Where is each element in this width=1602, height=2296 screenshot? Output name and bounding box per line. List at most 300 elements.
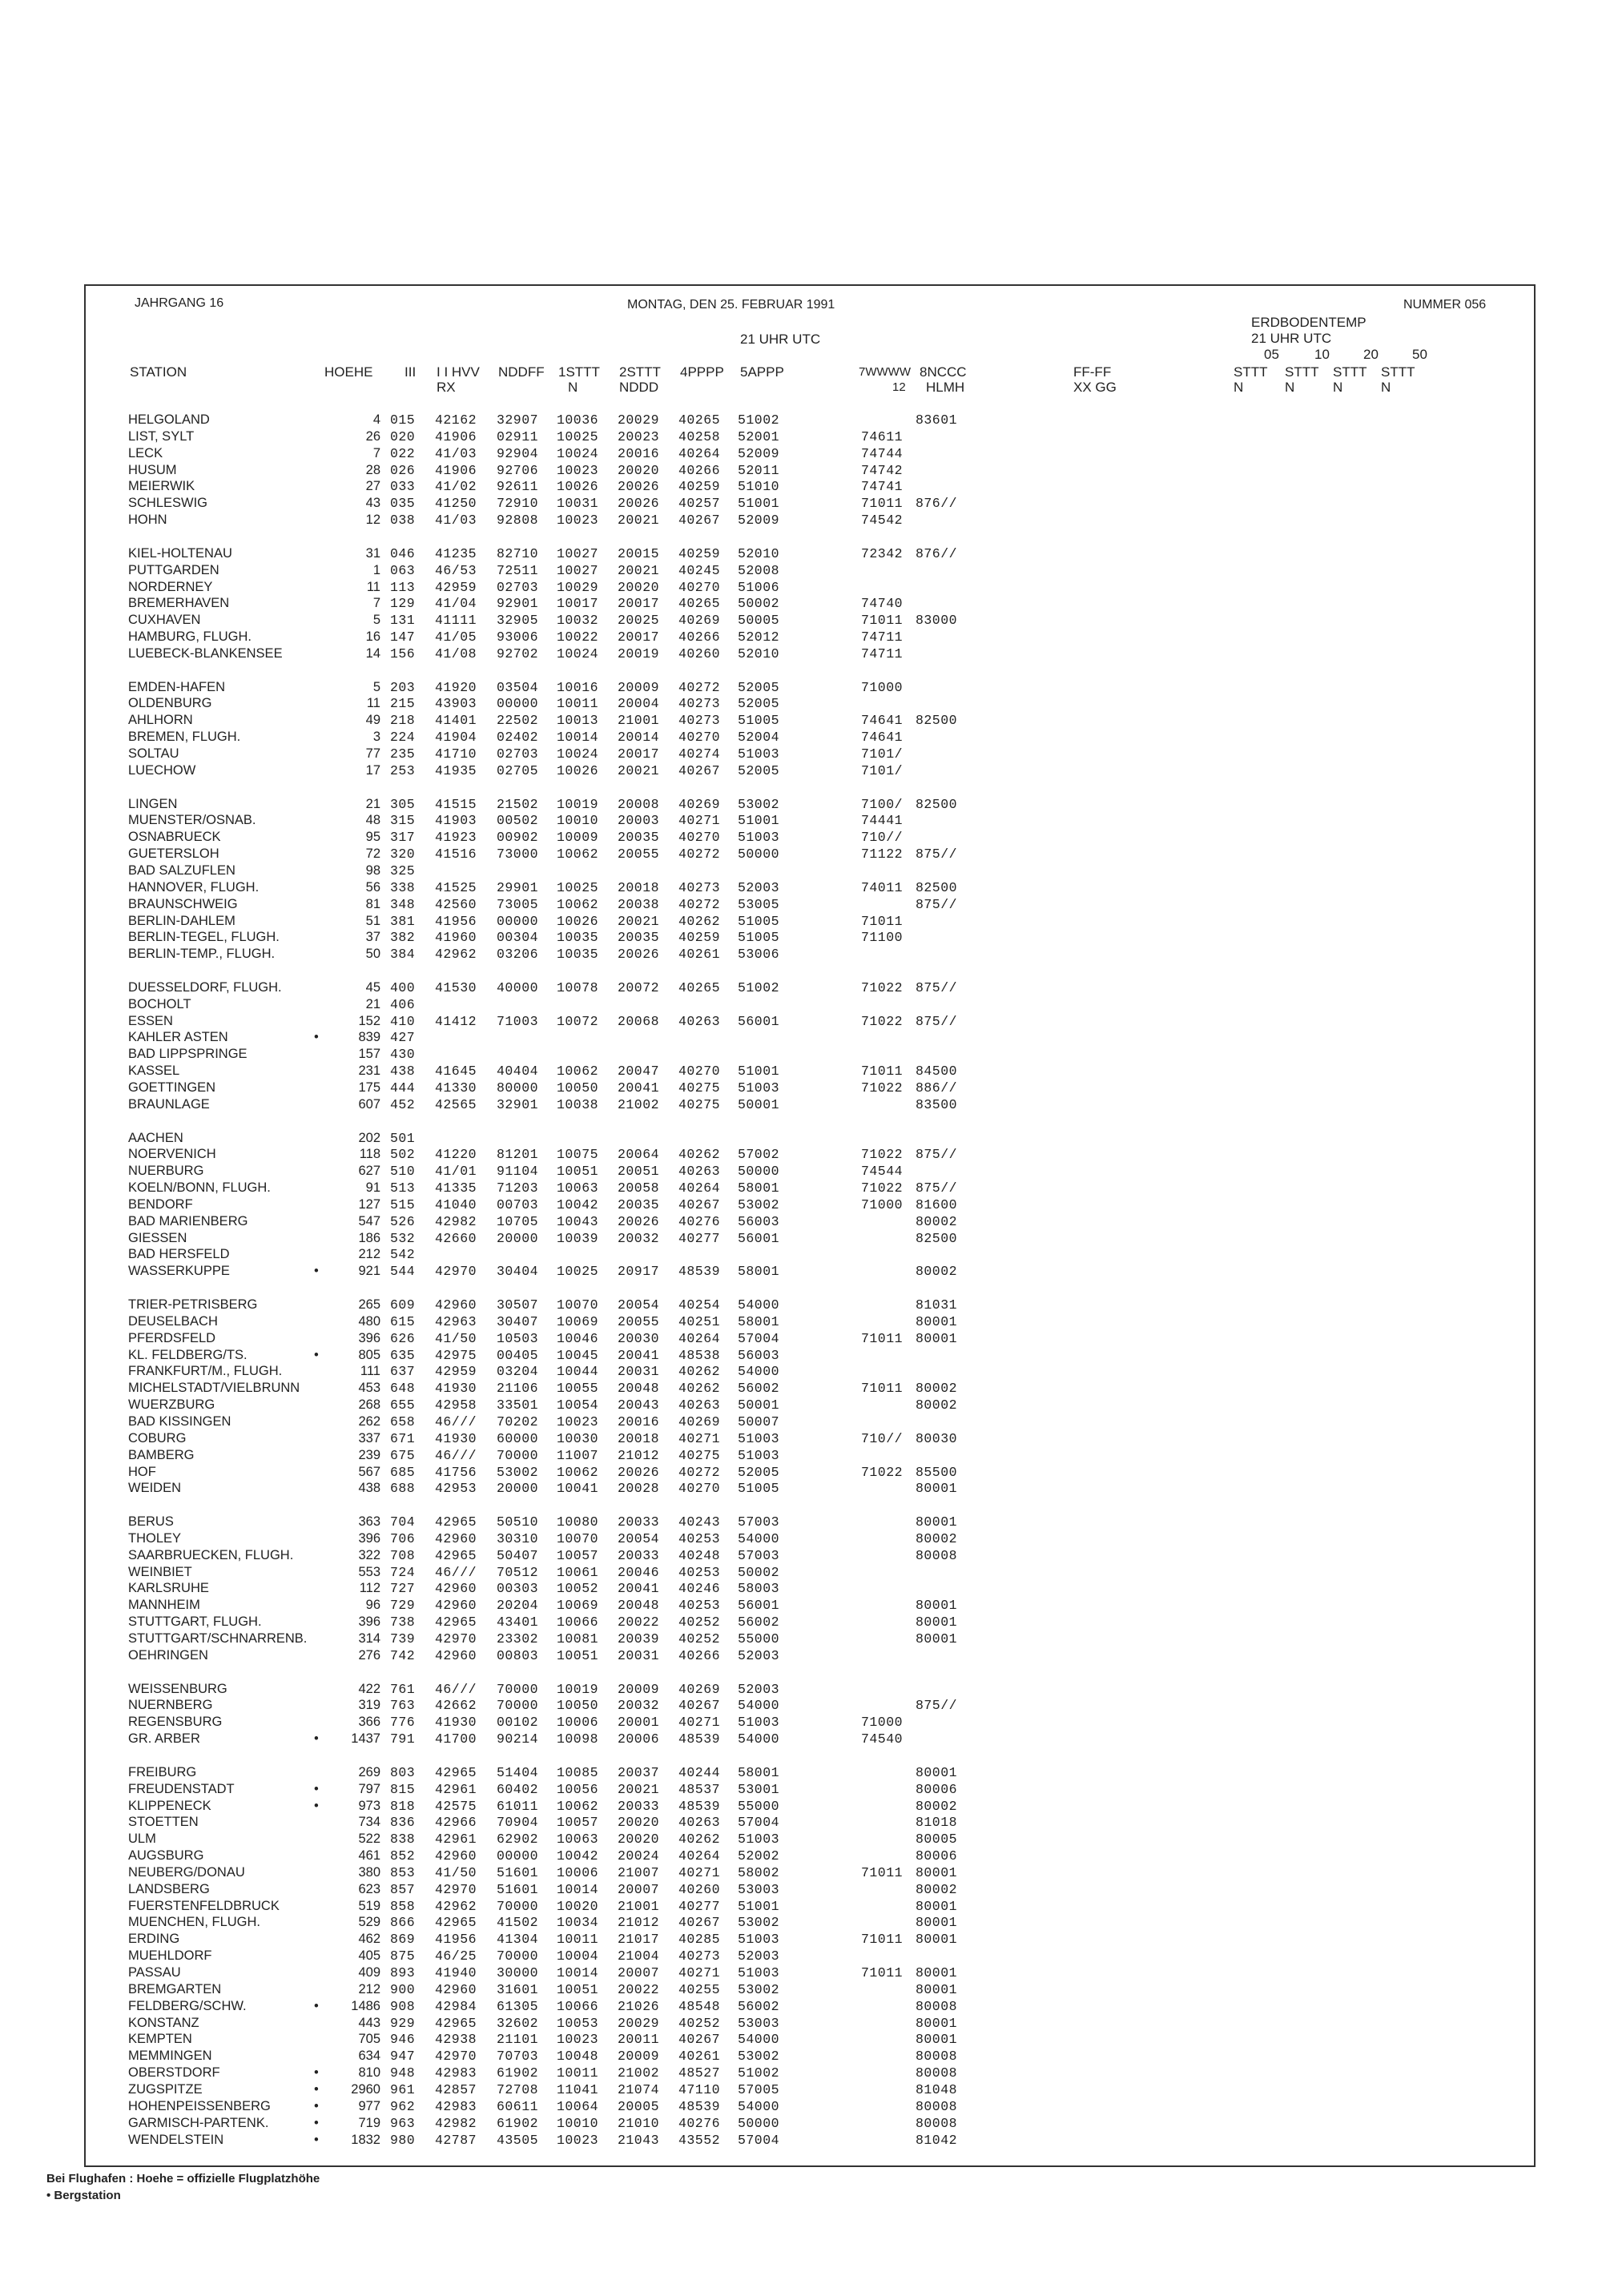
synop-group-2: 73000 (497, 846, 539, 862)
synop-group-1: 41/03 (435, 446, 477, 461)
synop-group-8: 875// (916, 897, 958, 912)
station-height: 1486 (351, 1999, 380, 2013)
station-height: 212 (358, 1982, 380, 1996)
synop-group-8: 875// (916, 846, 958, 862)
synop-group-6: 51005 (738, 930, 780, 945)
synop-group-5: 48539 (678, 1731, 721, 1747)
synop-group-1: 42961 (435, 1782, 477, 1797)
synop-group-6: 53002 (738, 1982, 780, 1997)
synop-group-6: 52010 (738, 646, 780, 661)
station-index: 038 (390, 513, 416, 528)
synop-group-7: 71000 (861, 680, 904, 695)
station-index: 626 (390, 1331, 416, 1346)
station-index: 544 (390, 1264, 416, 1279)
synop-group-5: 48539 (678, 1264, 721, 1279)
station-name: COBURG (128, 1431, 187, 1446)
station-height: 239 (358, 1448, 380, 1462)
synop-group-3: 10046 (557, 1331, 599, 1346)
station-index: 253 (390, 763, 416, 778)
station-height: 49 (365, 713, 380, 727)
station-height: 21 (365, 797, 380, 811)
station-name: KIEL-HOLTENAU (128, 546, 232, 561)
synop-group-5: 40244 (678, 1765, 721, 1780)
synop-group-5: 40252 (678, 1631, 721, 1647)
synop-group-3: 10014 (557, 730, 599, 745)
synop-group-6: 51003 (738, 1080, 780, 1096)
synop-group-3: 10061 (557, 1565, 599, 1580)
station-index: 963 (390, 2116, 416, 2131)
synop-group-6: 52003 (738, 1948, 780, 1964)
synop-group-2: 30407 (497, 1314, 539, 1329)
synop-group-3: 10010 (557, 2116, 599, 2131)
synop-group-7: 71011 (861, 1965, 904, 1980)
synop-group-3: 10026 (557, 763, 599, 778)
station-height: 5 (372, 613, 380, 627)
synop-group-4: 20035 (618, 930, 660, 945)
synop-group-6: 51001 (738, 1899, 780, 1914)
mountain-station-marker: • (314, 2099, 319, 2113)
synop-group-1: 41960 (435, 930, 477, 945)
synop-group-1: 41906 (435, 463, 477, 478)
synop-group-8: 80001 (916, 1932, 958, 1947)
synop-group-1: 42984 (435, 1999, 477, 2014)
station-height: 322 (358, 1548, 380, 1562)
station-name: WEINBIET (128, 1565, 192, 1579)
station-name: BERLIN-TEMP., FLUGH. (128, 947, 276, 961)
depth-20: 20 (1363, 347, 1379, 362)
station-index: 724 (390, 1565, 416, 1580)
synop-group-8: 80008 (916, 2049, 958, 2064)
synop-group-6: 51002 (738, 980, 780, 995)
synop-group-1: 42960 (435, 1982, 477, 1997)
synop-group-8: 81031 (916, 1297, 958, 1313)
synop-group-6: 52008 (738, 563, 780, 578)
synop-group-4: 20051 (618, 1164, 660, 1179)
synop-group-4: 20020 (618, 1815, 660, 1830)
synop-group-3: 10036 (557, 412, 599, 428)
synop-group-2: 50407 (497, 1548, 539, 1563)
station-name: KLIPPENECK (128, 1799, 211, 1813)
synop-group-8: 80006 (916, 1848, 958, 1864)
station-height: 396 (358, 1614, 380, 1629)
synop-group-4: 21010 (618, 2116, 660, 2131)
synop-group-4: 20022 (618, 1614, 660, 1630)
bulletin-frame (84, 284, 1536, 2167)
synop-group-6: 51005 (738, 1481, 780, 1496)
synop-group-2: 92808 (497, 513, 539, 528)
synop-group-1: 42970 (435, 2049, 477, 2064)
station-name: NUERBURG (128, 1164, 204, 1178)
synop-group-2: 02703 (497, 746, 539, 762)
synop-group-4: 20029 (618, 2016, 660, 2031)
synop-group-1: 42959 (435, 1364, 477, 1379)
synop-group-4: 20033 (618, 1514, 660, 1530)
synop-group-4: 20017 (618, 596, 660, 611)
synop-group-4: 20037 (618, 1765, 660, 1780)
station-name: MUENSTER/OSNAB. (128, 813, 256, 827)
station-height: 77 (365, 746, 380, 761)
synop-group-4: 20043 (618, 1397, 660, 1413)
synop-group-2: 51404 (497, 1765, 539, 1780)
time-21-utc: 21 UHR UTC (740, 332, 821, 347)
synop-group-8: 82500 (916, 797, 958, 812)
station-name: MANNHEIM (128, 1598, 200, 1612)
synop-group-2: 33501 (497, 1397, 539, 1413)
synop-group-8: 83000 (916, 613, 958, 628)
col-c6: 5APPP (740, 364, 784, 380)
synop-group-6: 52012 (738, 629, 780, 645)
synop-group-2: 00902 (497, 830, 539, 845)
synop-group-6: 57002 (738, 1147, 780, 1162)
synop-group-4: 20017 (618, 746, 660, 762)
synop-group-2: 20000 (497, 1481, 539, 1496)
synop-group-3: 10032 (557, 613, 599, 628)
synop-group-8: 81018 (916, 1815, 958, 1830)
synop-group-8: 886// (916, 1080, 958, 1096)
synop-group-5: 40273 (678, 696, 721, 711)
synop-group-7: 71011 (861, 1381, 904, 1396)
station-index: 980 (390, 2133, 416, 2148)
station-height: 7 (372, 446, 380, 460)
synop-group-3: 10029 (557, 580, 599, 595)
synop-group-5: 40271 (678, 1431, 721, 1446)
synop-group-1: 41940 (435, 1965, 477, 1980)
synop-group-7: 71022 (861, 1465, 904, 1480)
synop-group-8: 80001 (916, 1598, 958, 1613)
station-name: FELDBERG/SCHW. (128, 1999, 247, 2013)
synop-group-1: 41930 (435, 1381, 477, 1396)
synop-group-5: 40262 (678, 1832, 721, 1847)
synop-group-1: 42965 (435, 1765, 477, 1780)
station-height: 265 (358, 1297, 380, 1312)
synop-group-4: 20047 (618, 1064, 660, 1079)
synop-group-5: 40263 (678, 1815, 721, 1830)
synop-group-4: 21007 (618, 1865, 660, 1880)
synop-group-2: 93006 (497, 629, 539, 645)
station-name: LUECHOW (128, 763, 196, 778)
station-height: 51 (365, 914, 380, 928)
synop-group-5: 40264 (678, 1331, 721, 1346)
synop-group-4: 20032 (618, 1698, 660, 1713)
synop-group-2: 00000 (497, 1848, 539, 1864)
synop-group-8: 875// (916, 1147, 958, 1162)
synop-group-6: 52009 (738, 446, 780, 461)
synop-group-4: 20033 (618, 1548, 660, 1563)
station-index: 729 (390, 1598, 416, 1613)
synop-group-2: 92904 (497, 446, 539, 461)
station-height: 175 (358, 1080, 380, 1095)
station-index: 022 (390, 446, 416, 461)
station-index: 438 (390, 1064, 416, 1079)
station-height: 1437 (351, 1731, 380, 1746)
station-index: 382 (390, 930, 416, 945)
synop-group-2: 23302 (497, 1631, 539, 1647)
synop-group-7: 71022 (861, 1180, 904, 1196)
synop-group-5: 48548 (678, 1999, 721, 2014)
synop-group-4: 20020 (618, 580, 660, 595)
synop-group-3: 10023 (557, 2032, 599, 2047)
synop-group-2: 32905 (497, 613, 539, 628)
station-index: 325 (390, 863, 416, 879)
synop-group-6: 54000 (738, 1698, 780, 1713)
station-name: OSNABRUECK (128, 830, 221, 844)
erdboden-title: ERDBODENTEMP (1251, 315, 1367, 330)
col-soil-05: STTT N (1234, 364, 1268, 395)
synop-group-8: 80002 (916, 1381, 958, 1396)
synop-group-5: 40251 (678, 1314, 721, 1329)
synop-group-2: 30507 (497, 1297, 539, 1313)
station-height: 157 (358, 1047, 380, 1061)
station-name: HOF (128, 1465, 156, 1479)
synop-group-6: 50000 (738, 2116, 780, 2131)
station-index: 035 (390, 496, 416, 511)
synop-group-2: 00405 (497, 1348, 539, 1363)
synop-group-6: 51003 (738, 1448, 780, 1463)
synop-group-7: 74542 (861, 513, 904, 528)
synop-group-3: 10023 (557, 1414, 599, 1429)
station-index: 510 (390, 1164, 416, 1179)
synop-group-1: 42938 (435, 2032, 477, 2047)
col-c4: 2STTT NDDD (619, 364, 661, 395)
station-name: KOELN/BONN, FLUGH. (128, 1180, 271, 1195)
synop-group-4: 20021 (618, 563, 660, 578)
synop-group-3: 10038 (557, 1097, 599, 1112)
station-height: 422 (358, 1682, 380, 1696)
station-height: 26 (365, 429, 380, 444)
synop-group-2: 02705 (497, 763, 539, 778)
synop-group-3: 10066 (557, 1999, 599, 2014)
synop-group-1: 41906 (435, 429, 477, 444)
synop-group-6: 51003 (738, 830, 780, 845)
synop-group-2: 03204 (497, 1364, 539, 1379)
synop-group-7: 7100/ (861, 797, 904, 812)
synop-group-6: 53002 (738, 1197, 780, 1212)
station-name: DEUSELBACH (128, 1314, 218, 1329)
synop-group-2: 30404 (497, 1264, 539, 1279)
synop-group-6: 52009 (738, 513, 780, 528)
synop-group-5: 40277 (678, 1231, 721, 1246)
station-height: 16 (365, 629, 380, 644)
synop-group-5: 40273 (678, 713, 721, 728)
station-name: NORDERNEY (128, 580, 213, 594)
station-height: 11 (366, 696, 380, 710)
synop-group-4: 20026 (618, 479, 660, 494)
station-index: 929 (390, 2016, 416, 2031)
station-index: 113 (390, 580, 416, 595)
synop-group-2: 10503 (497, 1331, 539, 1346)
synop-group-3: 10050 (557, 1080, 599, 1096)
station-height: 529 (358, 1915, 380, 1929)
synop-group-5: 40243 (678, 1514, 721, 1530)
synop-group-7: 71011 (861, 914, 904, 929)
synop-group-4: 21004 (618, 1948, 660, 1964)
jahrgang-label: JAHRGANG 16 (135, 296, 224, 310)
station-name: WASSERKUPPE (128, 1264, 230, 1278)
synop-group-1: 42958 (435, 1397, 477, 1413)
synop-group-5: 40272 (678, 846, 721, 862)
station-index: 502 (390, 1147, 416, 1162)
synop-group-5: 40253 (678, 1531, 721, 1546)
synop-group-1: 41412 (435, 1014, 477, 1029)
synop-group-4: 21012 (618, 1448, 660, 1463)
station-height: 127 (358, 1197, 380, 1212)
station-height: 396 (358, 1331, 380, 1345)
station-name: STOETTEN (128, 1815, 199, 1829)
synop-group-1: 41516 (435, 846, 477, 862)
synop-group-6: 52005 (738, 763, 780, 778)
footnote-mountain: • Bergstation (46, 2189, 121, 2202)
station-index: 203 (390, 680, 416, 695)
synop-group-6: 51005 (738, 713, 780, 728)
synop-group-4: 21001 (618, 1899, 660, 1914)
synop-group-7: 71022 (861, 1147, 904, 1162)
synop-group-6: 53003 (738, 1882, 780, 1897)
synop-group-5: 40265 (678, 980, 721, 995)
synop-group-7: 7101/ (861, 763, 904, 778)
station-index: 763 (390, 1698, 416, 1713)
synop-group-6: 58001 (738, 1264, 780, 1279)
synop-group-2: 00102 (497, 1715, 539, 1730)
synop-group-1: 42560 (435, 897, 477, 912)
synop-group-1: 42960 (435, 1848, 477, 1864)
station-name: GUETERSLOH (128, 846, 219, 861)
synop-group-6: 51003 (738, 1431, 780, 1446)
synop-group-1: 41040 (435, 1197, 477, 1212)
station-index: 615 (390, 1314, 416, 1329)
station-name: FREIBURG (128, 1765, 197, 1779)
synop-group-4: 20033 (618, 1799, 660, 1814)
synop-group-4: 20041 (618, 1348, 660, 1363)
station-name: ULM (128, 1832, 156, 1846)
station-height: 319 (358, 1698, 380, 1712)
synop-group-1: 46/25 (435, 1948, 477, 1964)
station-index: 900 (390, 1982, 416, 1997)
synop-group-6: 51006 (738, 580, 780, 595)
col-c1: I I HVV RX (437, 364, 480, 395)
station-name: HOHENPEISSENBERG (128, 2099, 271, 2113)
synop-group-4: 21026 (618, 1999, 660, 2014)
synop-group-4: 20917 (618, 1264, 660, 1279)
synop-group-4: 20003 (618, 813, 660, 828)
station-name: BAD LIPPSPRINGE (128, 1047, 248, 1061)
station-index: 430 (390, 1047, 416, 1062)
station-name: NOERVENICH (128, 1147, 216, 1161)
synop-group-6: 50000 (738, 846, 780, 862)
synop-group-6: 56002 (738, 1381, 780, 1396)
synop-group-4: 20020 (618, 463, 660, 478)
footnotes (46, 2170, 320, 2204)
synop-group-6: 51010 (738, 479, 780, 494)
synop-group-6: 52003 (738, 1682, 780, 1697)
station-index: 648 (390, 1381, 416, 1396)
synop-group-1: 42959 (435, 580, 477, 595)
synop-group-8: 80030 (916, 1431, 958, 1446)
synop-group-3: 10023 (557, 463, 599, 478)
synop-group-3: 10057 (557, 1548, 599, 1563)
synop-group-6: 54000 (738, 2099, 780, 2114)
station-height: 12 (365, 513, 380, 527)
synop-group-8: 80008 (916, 2065, 958, 2081)
station-name: MUENCHEN, FLUGH. (128, 1915, 261, 1929)
station-index: 908 (390, 1999, 416, 2014)
station-height: 337 (358, 1431, 380, 1446)
station-name: MEMMINGEN (128, 2049, 212, 2063)
synop-group-3: 10009 (557, 830, 599, 845)
synop-group-4: 20035 (618, 1197, 660, 1212)
synop-group-1: 42962 (435, 1899, 477, 1914)
synop-group-2: 00000 (497, 914, 539, 929)
synop-group-2: 70512 (497, 1565, 539, 1580)
synop-group-4: 20039 (618, 1631, 660, 1647)
synop-group-8: 80001 (916, 1915, 958, 1930)
synop-group-2: 70703 (497, 2049, 539, 2064)
synop-group-5: 40255 (678, 1982, 721, 1997)
synop-group-1: 42975 (435, 1348, 477, 1363)
synop-group-1: 41/04 (435, 596, 477, 611)
synop-group-2: 91104 (497, 1164, 539, 1179)
synop-group-1: 42960 (435, 1297, 477, 1313)
synop-group-2: 50510 (497, 1514, 539, 1530)
station-name: FREUDENSTADT (128, 1782, 235, 1796)
synop-group-3: 11041 (557, 2082, 599, 2097)
synop-group-2: 31601 (497, 1982, 539, 1997)
synop-group-3: 10024 (557, 746, 599, 762)
station-name: BOCHOLT (128, 997, 191, 1011)
synop-group-8: 80001 (916, 1965, 958, 1980)
synop-group-4: 20023 (618, 429, 660, 444)
station-height: 363 (358, 1514, 380, 1529)
synop-group-2: 92702 (497, 646, 539, 661)
synop-group-4: 21043 (618, 2133, 660, 2148)
synop-group-3: 10081 (557, 1631, 599, 1647)
synop-group-4: 20030 (618, 1331, 660, 1346)
station-height: 28 (365, 463, 380, 477)
station-name: KONSTANZ (128, 2016, 199, 2030)
station-index: 727 (390, 1581, 416, 1596)
synop-group-4: 20018 (618, 1431, 660, 1446)
synop-group-1: 41930 (435, 1715, 477, 1730)
synop-group-5: 40267 (678, 513, 721, 528)
depth-10: 10 (1314, 347, 1330, 362)
synop-group-2: 61011 (497, 1799, 539, 1814)
synop-group-6: 53002 (738, 2049, 780, 2064)
station-index: 947 (390, 2049, 416, 2064)
synop-group-8: 80008 (916, 1548, 958, 1563)
station-height: 480 (358, 1314, 380, 1329)
station-name: KAHLER ASTEN (128, 1030, 228, 1044)
synop-group-4: 21001 (618, 713, 660, 728)
synop-group-6: 52011 (738, 463, 780, 478)
synop-group-2: 22502 (497, 713, 539, 728)
synop-group-4: 20020 (618, 1832, 660, 1847)
synop-group-7: 74611 (861, 429, 904, 444)
station-height: 118 (359, 1147, 380, 1161)
synop-group-8: 80002 (916, 1214, 958, 1229)
station-height: 462 (358, 1932, 380, 1946)
station-index: 776 (390, 1715, 416, 1730)
station-height: 380 (358, 1865, 380, 1880)
synop-group-8: 80008 (916, 1999, 958, 2014)
synop-group-6: 57004 (738, 1815, 780, 1830)
synop-group-5: 40248 (678, 1548, 721, 1563)
station-name: BRAUNLAGE (128, 1097, 210, 1112)
synop-group-2: 40404 (497, 1064, 539, 1079)
synop-group-4: 20021 (618, 513, 660, 528)
synop-group-4: 20054 (618, 1297, 660, 1313)
station-height: 567 (358, 1465, 380, 1479)
station-index: 033 (390, 479, 416, 494)
station-index: 818 (390, 1799, 416, 1814)
